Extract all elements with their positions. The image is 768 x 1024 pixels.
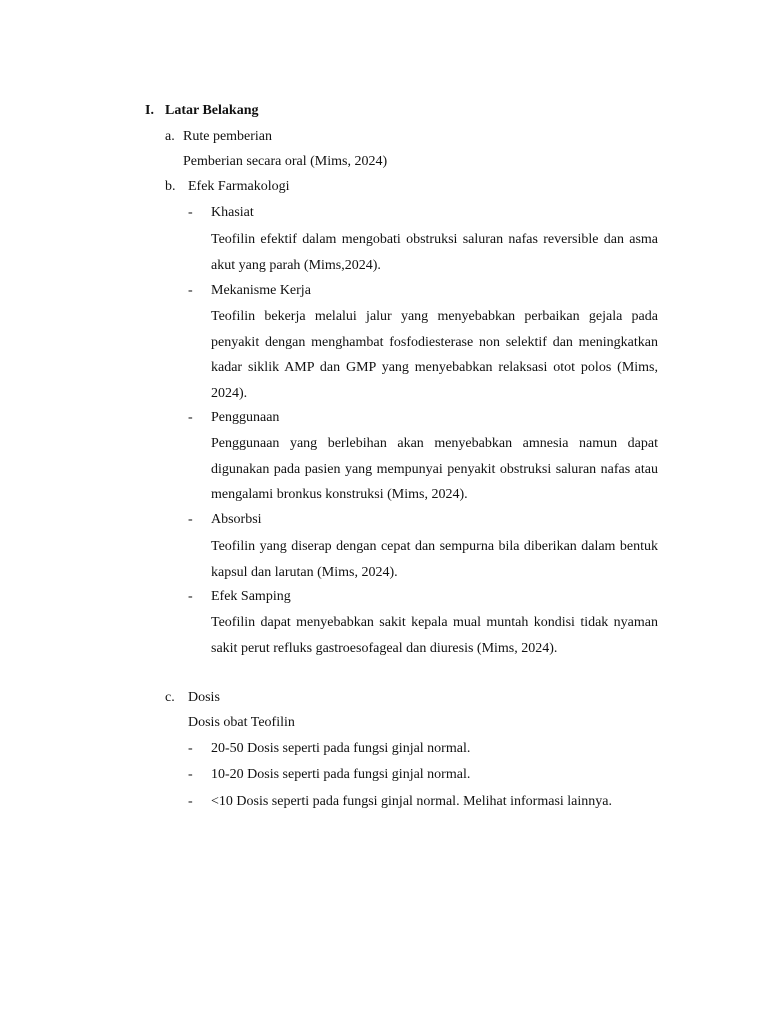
item-title-khasiat: Khasiat [211,205,254,220]
bullet-dash: - [188,283,193,298]
bullet-dash: - [188,410,193,425]
item-text-khasiat: Teofilin efektif dalam mengobati obstruksi saluran nafas reversible dan asma akut yang parah (Mims,2024). [211,232,658,273]
item-title-efek-samping: Efek Samping [211,589,291,604]
subsection-b-marker: b. [165,179,176,194]
dose-item: <10 Dosis seperti pada fungsi ginjal normal. Melihat informasi lainnya. [211,794,612,809]
dose-item: 20-50 Dosis seperti pada fungsi ginjal normal. [211,741,471,756]
subsection-a-text: Pemberian secara oral (Mims, 2024) [183,154,388,169]
section-number: I. [145,103,154,118]
bullet-dash: - [188,512,193,527]
subsection-a-marker: a. [165,129,175,144]
item-text-penggunaan: Penggunaan yang berlebihan akan menyebabkan amnesia namun dapat digunakan pada pasien yang mempunyai penyakit obstruksi saluran nafas atau mengalami bronkus konstruksi (Mims, 2024). [211,436,658,502]
item-text-efek-samping: Teofilin dapat menyebabkan sakit kepala mual muntah kondisi tidak nyaman sakit perut refluks gastroesofageal dan diuresis (Mims, 2024). [211,615,658,656]
section-title: Latar Belakang [165,103,259,118]
bullet-dash: - [188,205,193,220]
bullet-dash: - [188,589,193,604]
subsection-c-subtitle: Dosis obat Teofilin [188,715,295,730]
subsection-b-title: Efek Farmakologi [188,179,290,194]
item-title-mekanisme-kerja: Mekanisme Kerja [211,283,311,298]
item-title-penggunaan: Penggunaan [211,410,280,425]
subsection-c-title: Dosis [188,690,220,705]
item-text-absorbsi: Teofilin yang diserap dengan cepat dan sempurna bila diberikan dalam bentuk kapsul dan larutan (Mims, 2024). [211,539,658,580]
subsection-a-title: Rute pemberian [183,129,273,144]
subsection-c-marker: c. [165,690,175,705]
bullet-dash: - [188,741,193,756]
item-title-absorbsi: Absorbsi [211,512,262,527]
bullet-dash: - [188,794,193,809]
bullet-dash: - [188,767,193,782]
dose-item: 10-20 Dosis seperti pada fungsi ginjal normal. [211,767,471,782]
item-text-mekanisme-kerja: Teofilin bekerja melalui jalur yang menyebabkan perbaikan gejala pada penyakit dengan menghambat fosfodiesterase non selektif dan meningkatkan kadar siklik AMP dan GMP yang menyebabkan relaksasi otot polos (Mims, 2024). [211,309,658,401]
